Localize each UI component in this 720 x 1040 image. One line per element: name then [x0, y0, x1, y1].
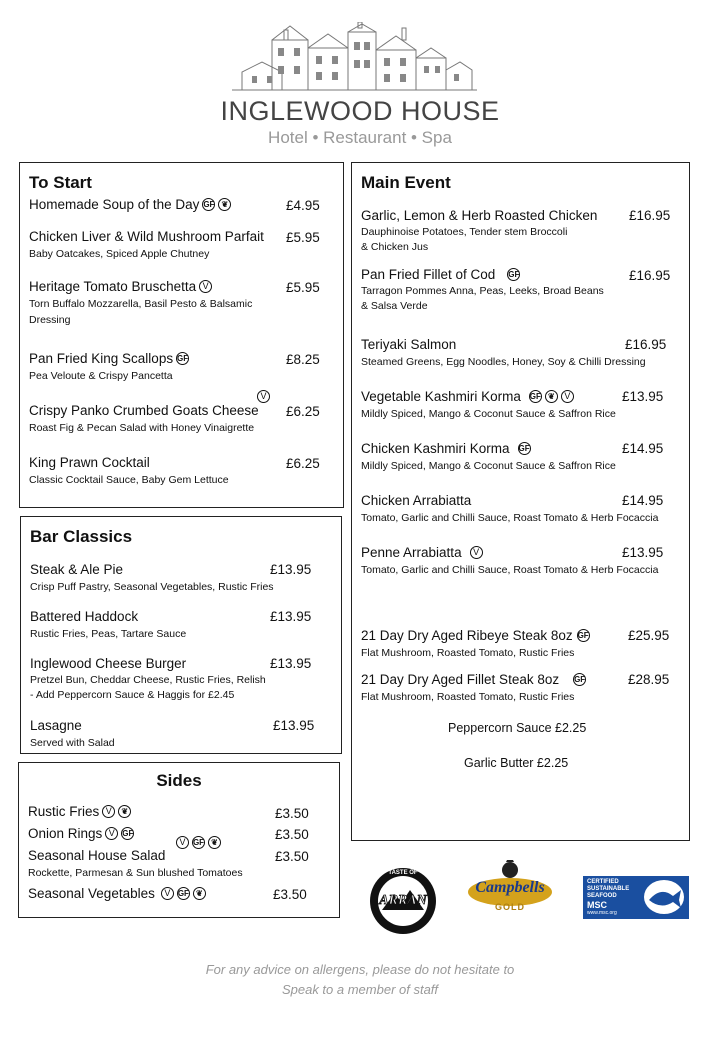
item-price: £3.50 — [275, 806, 309, 821]
item-name: Inglewood Cheese Burger — [30, 656, 187, 671]
item-name: Chicken Arrabiatta — [361, 493, 472, 508]
item-description: Tomato, Garlic and Chilli Sauce, Roast Tomato & Herb Focaccia — [361, 564, 659, 576]
item-price: £8.25 — [286, 352, 320, 367]
extra-peppercorn-sauce: Peppercorn Sauce £2.25 — [448, 721, 587, 735]
gluten-free-icon: GF — [577, 629, 590, 642]
item-description: Rustic Fries, Peas, Tartare Sauce — [30, 628, 187, 640]
item-price: £3.50 — [273, 887, 307, 902]
item-description: Dauphinoise Potatoes, Tender stem Broccoli — [361, 226, 568, 238]
item-name: Pan Fried King Scallops — [29, 351, 174, 366]
vegan-leaf-icon: ❦ — [208, 836, 221, 849]
item-description: Classic Cocktail Sauce, Baby Gem Lettuce — [29, 474, 229, 486]
item-name: Battered Haddock — [30, 609, 139, 624]
item-description: Baby Oatcakes, Spiced Apple Chutney — [29, 248, 210, 260]
item-description: Flat Mushroom, Roasted Tomato, Rustic Fries — [361, 691, 575, 703]
item-price: £6.25 — [286, 456, 320, 471]
item-price: £13.95 — [622, 389, 664, 404]
item-name: Rustic Fries — [28, 804, 100, 819]
item-name: 21 Day Dry Aged Ribeye Steak 8oz — [361, 628, 573, 643]
item-price: £13.95 — [270, 609, 312, 624]
item-description: Roast Fig & Pecan Salad with Honey Vinaigrette — [29, 422, 255, 434]
brand-tagline: Hotel • Restaurant • Spa — [268, 128, 452, 147]
item-name: Homemade Soup of the Day — [29, 197, 200, 212]
item-description: Flat Mushroom, Roasted Tomato, Rustic Fries — [361, 647, 575, 659]
item-name: Steak & Ale Pie — [30, 562, 124, 577]
vegan-leaf-icon: ❦ — [545, 390, 558, 403]
extra-garlic-butter: Garlic Butter £2.25 — [464, 756, 569, 770]
item-description: Tomato, Garlic and Chilli Sauce, Roast Tomato & Herb Focaccia — [361, 512, 659, 524]
item-name: Seasonal Vegetables — [28, 886, 155, 901]
campbells-gold-logo — [466, 860, 554, 916]
brand-name: INGLEWOOD HOUSE — [220, 96, 500, 126]
item-name: Teriyaki Salmon — [361, 337, 457, 352]
item-description-cont: & Chicken Jus — [361, 241, 429, 253]
item-name: Garlic, Lemon & Herb Roasted Chicken — [361, 208, 598, 223]
item-price: £13.95 — [270, 562, 312, 577]
msc-logo — [583, 876, 689, 919]
item-description: Pea Veloute & Crispy Pancetta — [29, 370, 173, 382]
allergen-note-line2: Speak to a member of staff — [281, 982, 439, 997]
to-start-title: To Start — [29, 173, 92, 192]
gluten-free-icon: GF — [529, 390, 542, 403]
item-description-cont: & Salsa Verde — [361, 300, 428, 312]
gluten-free-icon: GF — [518, 442, 531, 455]
item-price: £4.95 — [286, 198, 320, 213]
msc-text-3: SEAFOOD — [587, 893, 617, 899]
vegetarian-icon: V — [102, 805, 115, 818]
item-price: £13.95 — [270, 656, 312, 671]
item-description: Mildly Spiced, Mango & Coconut Sauce & Saffron Rice — [361, 460, 616, 472]
vegetarian-icon: V — [470, 546, 483, 559]
main-event-title: Main Event — [361, 173, 451, 192]
msc-fish-icon — [641, 878, 687, 917]
item-description: Tarragon Pommes Anna, Peas, Leeks, Broad Beans — [361, 285, 604, 297]
item-price: £13.95 — [622, 545, 664, 560]
item-price: £3.50 — [275, 827, 309, 842]
main-event-panel — [351, 162, 690, 841]
gluten-free-icon: GF — [507, 268, 520, 281]
item-name: Pan Fried Fillet of Cod — [361, 267, 496, 282]
vegetarian-icon: V — [176, 836, 189, 849]
vegetarian-icon: V — [161, 887, 174, 900]
menu-item — [29, 197, 329, 212]
item-description: Served with Salad — [30, 737, 115, 749]
item-price: £6.25 — [286, 404, 320, 419]
item-name: King Prawn Cocktail — [29, 455, 150, 470]
item-price: £5.95 — [286, 230, 320, 245]
vegan-leaf-icon: ❦ — [193, 887, 206, 900]
item-name: Heritage Tomato Bruschetta — [29, 279, 197, 294]
sides-title: Sides — [156, 771, 202, 790]
gluten-free-icon: GF — [177, 887, 190, 900]
item-price: £16.95 — [629, 208, 671, 223]
item-name: Chicken Kashmiri Korma — [361, 441, 510, 456]
vegan-leaf-icon: ❦ — [118, 805, 131, 818]
gluten-free-icon: GF — [121, 827, 134, 840]
vegetarian-icon: V — [257, 390, 270, 403]
vegetarian-icon: V — [561, 390, 574, 403]
item-name: Vegetable Kashmiri Korma — [361, 389, 521, 404]
allergen-note-line1: For any advice on allergens, please do not hesitate to — [205, 962, 515, 977]
menu-item — [29, 455, 329, 488]
bar-classics-panel — [20, 516, 342, 754]
item-description: Pretzel Bun, Cheddar Cheese, Rustic Fries, Relish — [30, 674, 266, 686]
vegetarian-icon: V — [199, 280, 212, 293]
item-name: Crispy Panko Crumbed Goats Cheese — [29, 403, 259, 418]
sides-panel — [18, 762, 340, 918]
vegetarian-icon: V — [105, 827, 118, 840]
item-description: Steamed Greens, Egg Noodles, Honey, Soy & Chilli Dressing — [361, 356, 646, 368]
item-name: Lasagne — [30, 718, 82, 733]
taste-of-arran-logo — [368, 866, 438, 936]
item-price: £3.50 — [275, 849, 309, 864]
item-price: £13.95 — [273, 718, 315, 733]
gluten-free-icon: GF — [202, 198, 215, 211]
hotel-building-illustration — [232, 22, 477, 94]
menu-item — [29, 279, 289, 328]
gluten-free-icon: GF — [573, 673, 586, 686]
item-price: £5.95 — [286, 280, 320, 295]
item-name: Seasonal House Salad — [28, 848, 166, 863]
item-price: £28.95 — [628, 672, 670, 687]
campbells-sub: GOLD — [495, 902, 525, 912]
menu-item — [29, 351, 329, 384]
item-price: £14.95 — [622, 441, 664, 456]
msc-text-4: MSC — [587, 900, 607, 910]
msc-text-1: CERTIFIED — [587, 879, 619, 885]
gluten-free-icon: GF — [176, 352, 189, 365]
msc-text-5: www.msc.org — [587, 910, 617, 916]
item-name: Penne Arrabiatta — [361, 545, 462, 560]
header — [0, 0, 720, 160]
vegan-leaf-icon: ❦ — [218, 198, 231, 211]
item-description: Rockette, Parmesan & Sun blushed Tomatoes — [28, 867, 243, 879]
menu-item — [29, 403, 329, 436]
arran-main-text: ARRAN — [379, 893, 427, 908]
item-description: Crisp Puff Pastry, Seasonal Vegetables, Rustic Fries — [30, 581, 274, 593]
item-price: £16.95 — [625, 337, 667, 352]
item-description: Mildly Spiced, Mango & Coconut Sauce & Saffron Rice — [361, 408, 616, 420]
gluten-free-icon: GF — [192, 836, 205, 849]
item-description: Torn Buffalo Mozzarella, Basil Pesto & Balsamic Dressing — [29, 298, 253, 326]
item-description-addon: - Add Peppercorn Sauce & Haggis for £2.45 — [30, 689, 235, 701]
item-name: Onion Rings — [28, 826, 103, 841]
item-price: £25.95 — [628, 628, 670, 643]
to-start-panel — [19, 162, 344, 508]
menu-item — [29, 229, 329, 262]
campbells-name: Campbells — [475, 879, 545, 896]
bar-classics-title: Bar Classics — [30, 527, 133, 546]
arran-top-text: TASTE OF — [388, 870, 418, 876]
item-price: £16.95 — [629, 268, 671, 283]
msc-text-2: SUSTAINABLE — [587, 886, 630, 892]
item-price: £14.95 — [622, 493, 664, 508]
item-name: Chicken Liver & Wild Mushroom Parfait — [29, 229, 264, 244]
item-name: 21 Day Dry Aged Fillet Steak 8oz — [361, 672, 560, 687]
